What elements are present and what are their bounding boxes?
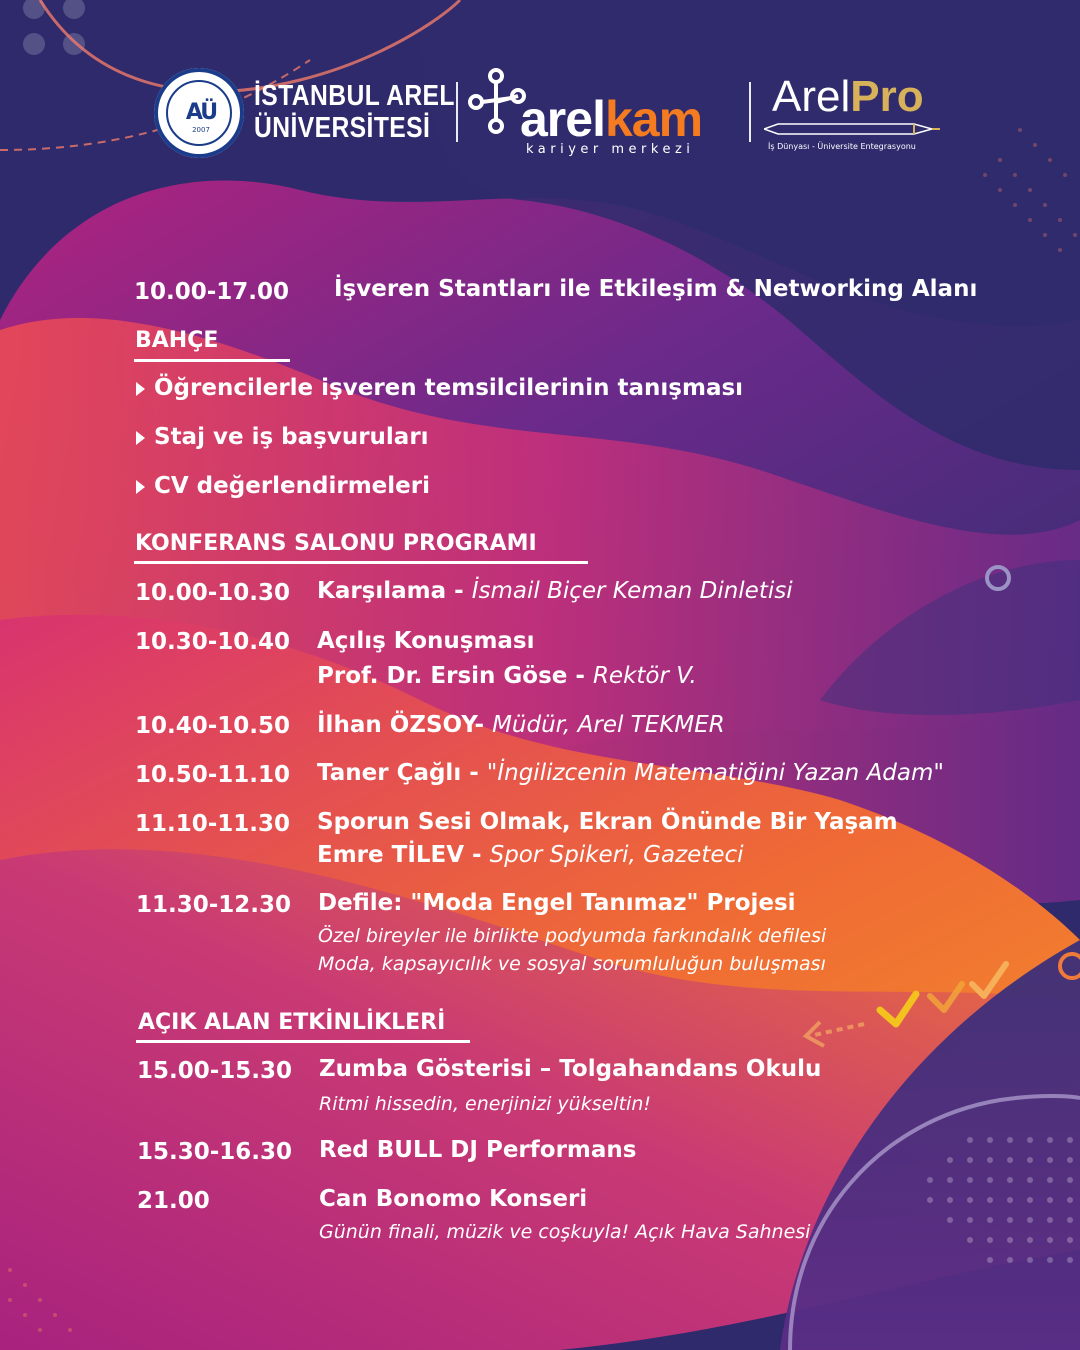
bullet-arrow-icon	[136, 431, 145, 445]
university-name	[254, 80, 455, 144]
bahce-item: Staj ve iş başvuruları	[154, 424, 429, 450]
arelpro-word-pro: Pro	[850, 72, 924, 121]
speaker-name: Emre TİLEV -	[317, 842, 490, 868]
section-heading-bahce: BAHÇE	[135, 328, 219, 353]
section-underline	[136, 1040, 470, 1043]
program-item-speaker	[317, 663, 697, 689]
program-item-description: Ritmi hissedin, enerjinizi yükseltin!	[319, 1093, 651, 1115]
section-heading-acik-alan: AÇIK ALAN ETKİNLİKLERİ	[138, 1010, 446, 1035]
bullet-arrow-icon	[136, 480, 145, 494]
arelkam-subtitle: kariyer merkezi	[526, 142, 695, 157]
arelpro-logo	[764, 74, 944, 154]
pen-icon	[764, 122, 940, 136]
program-time: 10.40-10.50	[135, 713, 291, 739]
university-name-line2: ÜNİVERSİTESİ	[254, 112, 431, 144]
bahce-item: CV değerlendirmeleri	[154, 473, 430, 499]
arelkam-word-kam: kam	[604, 91, 703, 147]
program-item-title: Can Bonomo Konseri	[319, 1186, 588, 1212]
speaker-role: Spor Spikeri, Gazeteci	[489, 842, 744, 868]
program-item-subtitle: "İngilizcenin Matematiğini Yazan Adam"	[486, 760, 944, 786]
program-time: 15.00-15.30	[137, 1058, 293, 1084]
arelpro-subtitle: İş Dünyası - Üniversite Entegrasyonu	[768, 142, 916, 151]
program-item	[317, 578, 793, 604]
top-event-time: 10.00-17.00	[134, 279, 290, 305]
section-underline	[134, 359, 290, 362]
program-item-description: Günün finali, müzik ve coşkuyla! Açık Hava Sahnesi	[319, 1221, 811, 1243]
arelpro-word-arel: Arel	[772, 72, 851, 121]
university-seal-logo	[154, 68, 244, 158]
seal-letters: AÜ	[185, 100, 217, 125]
program-item-title: İlhan ÖZSOY-	[317, 712, 493, 738]
header-divider-2	[749, 82, 751, 142]
section-underline	[134, 561, 588, 564]
program-item-title: Açılış Konuşması	[317, 628, 535, 654]
program-time: 21.00	[137, 1188, 210, 1214]
seal-year: 2007	[192, 126, 210, 134]
program-item-title: Taner Çağlı -	[317, 760, 487, 786]
section-heading-konferans: KONFERANS SALONU PROGRAMI	[135, 531, 537, 556]
arelkam-wordmark	[520, 91, 703, 147]
header-divider	[456, 82, 458, 142]
speaker-name: Prof. Dr. Ersin Göse -	[317, 663, 593, 689]
program-item-title: Red BULL DJ Performans	[319, 1137, 637, 1163]
program-item-title: Defile: "Moda Engel Tanımaz" Projesi	[318, 890, 796, 916]
program-item-title: Karşılama -	[317, 578, 472, 604]
bullet-arrow-icon	[136, 382, 145, 396]
arelkam-word-arel: arel	[520, 91, 605, 147]
program-time: 11.10-11.30	[135, 811, 291, 837]
arelkam-logo	[466, 66, 736, 156]
program-time: 10.00-10.30	[135, 580, 291, 606]
program-item-subtitle: İsmail Biçer Keman Dinletisi	[471, 578, 793, 604]
top-event-title: İşveren Stantları ile Etkileşim & Networking Alanı	[334, 276, 978, 302]
program-item-subtitle: Müdür, Arel TEKMER	[492, 712, 725, 738]
program-item-title: Sporun Sesi Olmak, Ekran Önünde Bir Yaşam	[317, 809, 898, 835]
university-name-line1: İSTANBUL AREL	[254, 80, 455, 112]
program-item	[317, 760, 944, 786]
speaker-role: Rektör V.	[592, 663, 697, 689]
program-time: 11.30-12.30	[136, 892, 292, 918]
program-time: 10.50-11.10	[135, 762, 291, 788]
program-item-description: Moda, kapsayıcılık ve sosyal sorumluluğun buluşması	[318, 953, 826, 975]
program-time: 10.30-10.40	[135, 629, 291, 655]
program-item-speaker	[317, 842, 744, 868]
bahce-item: Öğrencilerle işveren temsilcilerinin tanışması	[154, 375, 744, 401]
program-item-description: Özel bireyler ile birlikte podyumda farkındalık defilesi	[318, 925, 827, 947]
program-item-title: Zumba Gösterisi – Tolgahandans Okulu	[319, 1056, 822, 1082]
program-time: 15.30-16.30	[137, 1139, 293, 1165]
program-item	[317, 712, 725, 738]
arelpro-wordmark	[772, 74, 924, 120]
